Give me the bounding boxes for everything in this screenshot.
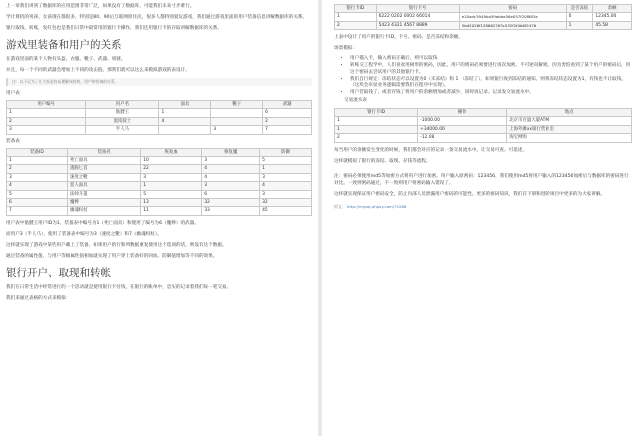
table-cell: 3: [7, 173, 68, 181]
password-note: 注：密码必须使用md5等加密方式将用户进行加密。用户输入原密码：123456，我们使用md5将用户输入的123456加密后与数据库的密码进行对比。一致则密码通过，不一致则用户将密码输入错误了。: [334, 173, 629, 186]
list-item: • 用户若取钱了，或者存钱了将用户的余额增加或者减少，同时再记录。记录发交易流水中。: [350, 90, 632, 97]
game-note: 注：以下仅为了让大家更容易理解该结构，用户和装备的关系。: [6, 78, 312, 86]
table-cell: 12345.00: [593, 13, 632, 21]
table-cell: 1: [335, 13, 377, 21]
left-page: [0, 0, 318, 436]
table-cell: 恶人面具: [68, 182, 141, 190]
table-row: [7, 190, 312, 198]
table-cell: 4: [159, 117, 211, 125]
table-cell: -1000.00: [418, 117, 507, 125]
table-cell: [159, 126, 211, 134]
table-cell: 4: [7, 182, 68, 190]
table-cell: 骷髅王: [86, 109, 159, 117]
table-cell: 淘宝网购: [507, 134, 632, 142]
equip-paragraph-4: 通过装备的属性值，与用户等级属性值相加就实现了用户穿上装备好的回血、防御值增加等不同的效果。: [6, 253, 218, 259]
game-paragraph-1: 在游戏里面的某个人物有头盔、衣服、靴子、武器、项链。: [6, 57, 126, 62]
table-cell: [211, 109, 263, 117]
column-header: 地点: [507, 109, 632, 117]
table-row: [7, 165, 312, 173]
table-cell: 0: [566, 13, 593, 21]
table-cell: 1: [7, 157, 68, 165]
column-header: 银行卡ID: [335, 109, 418, 117]
column-header: 武器: [263, 101, 312, 109]
column-header: 是否冻结: [566, 5, 593, 13]
table-cell: 3: [211, 126, 263, 134]
table-cell: 3: [141, 173, 202, 181]
table-cell: 2: [7, 117, 86, 125]
table-cell: 2: [263, 117, 312, 125]
table-cell: 北京市百盛大厦ATM: [507, 117, 632, 125]
column-header: 银行卡号: [376, 5, 459, 13]
table-cell: 22: [141, 165, 202, 173]
column-header: 银行卡ID: [335, 5, 377, 13]
table-cell: 5bd2026f128662763c532f2f4b6f2476: [459, 21, 566, 29]
column-header: 防御: [260, 148, 312, 156]
table-cell: 1: [566, 21, 593, 29]
intro-paragraph-2: 学计算机的男孩、女孩现在都很多，特别是80、90后互联网原住民，很多人都特别爱玩游戏，我们通过游戏里面的用户装备信息讲解数据库的关系。: [6, 15, 308, 20]
table-cell: 5: [260, 157, 312, 165]
table-cell: 6: [7, 199, 68, 207]
intro-paragraph-1: 上一章我们讲到了数据库的应用范围非常广泛，如果没有了数据库，可能我们未来寸步难行。: [6, 4, 195, 9]
table-header-row: [7, 148, 312, 156]
flow-table: [334, 108, 632, 143]
table-cell: 1: [335, 125, 418, 133]
table-cell: 3: [260, 190, 312, 198]
table-cell: 1: [7, 109, 86, 117]
equip-table: [6, 148, 312, 216]
table-cell: 3: [202, 157, 260, 165]
list-item: • 用户插入卡，输入密码正确后，则可以取钱: [350, 56, 632, 63]
intro-paragraph-3: 银行取钱、转账，发红包也是我们日常中最常用的银行卡操作，我们还用银行卡的存取讲解数据库的关系。: [6, 26, 222, 31]
scenario-heading: 场景模拟：: [334, 46, 357, 52]
table-cell: 7: [263, 126, 312, 134]
table-cell: 13: [141, 199, 202, 207]
column-header: 用户名: [86, 101, 159, 109]
table-cell: -12.08: [418, 134, 507, 142]
table-cell: 混沌骑士: [86, 117, 159, 125]
table-cell: 6: [263, 109, 312, 117]
table-header-row: [7, 101, 312, 109]
table-cell: 1: [159, 109, 211, 117]
source-link-row: [334, 204, 632, 210]
equip-paragraph-3: 这样就实现了游戏中某些用户戴上了装备。如果用户的行和列数据重复使用这个选项的话，则没有这个数据。: [6, 242, 227, 248]
table-row: [7, 173, 312, 181]
heading-game-equipment: 游戏里装备和用户的关系: [6, 39, 122, 51]
table-row: [335, 21, 632, 29]
table-cell: 魔棒: [68, 199, 141, 207]
table-cell: 6: [202, 190, 260, 198]
table-row: [7, 117, 312, 125]
table-row: [335, 13, 632, 21]
table-cell: 4: [202, 173, 260, 181]
table-cell: 2: [7, 165, 68, 173]
bank-paragraph-1: 我们在日常生活中经常进行的一个活动就是使用银行卡付钱，在银行的帐单中，忠实的记录着我们每一笔交易。: [6, 284, 232, 290]
table-row: [7, 126, 312, 134]
table-cell: 上海外滩xx银行营业室: [507, 125, 632, 133]
table-cell: 5: [7, 190, 68, 198]
table-cell: 1: [141, 182, 202, 190]
table-row: [335, 125, 632, 133]
table-cell: 法师斗篷: [68, 190, 141, 198]
table-cell: 3: [260, 173, 312, 181]
flow-paragraph-1: 每当用户的余额发生变化的时候，我们都会对应的记录一条交易流水中。让交易可查、可追述。: [334, 147, 527, 153]
table-cell: 1: [335, 117, 418, 125]
table-cell: 32: [202, 199, 260, 207]
table-cell: 4: [202, 165, 260, 173]
table-row: [7, 157, 312, 165]
user-table: [6, 100, 312, 135]
bank-paragraph-2: 我们来通过表格的方式来模拟：: [6, 295, 71, 301]
table-row: [7, 207, 312, 215]
table-row: [335, 117, 632, 125]
table-cell: 3: [7, 126, 86, 134]
scenario-list: [334, 56, 632, 97]
column-header: 密码: [459, 5, 566, 13]
table-cell: 33: [202, 207, 260, 215]
right-page: [322, 0, 640, 436]
table-cell: 逃脱匕首: [68, 165, 141, 173]
table-cell: 2: [335, 21, 377, 29]
card-paragraph-1: 上表中设计了用户的银行卡ID、卡号、密码、是否冻结和余额。: [334, 35, 463, 41]
column-header: 装备ID: [7, 148, 68, 156]
table-cell: 6222 0202 0002 66014: [376, 13, 459, 21]
table-cell: 45.58: [593, 21, 632, 29]
column-header: 靴子: [211, 101, 263, 109]
column-header: 余额: [593, 5, 632, 13]
table-cell: 10: [141, 157, 202, 165]
table-cell: 5423 4321 4567 8889: [376, 21, 459, 29]
table-row: [7, 199, 312, 207]
table-cell: 4: [260, 182, 312, 190]
password-paragraph: 这样就实现保证用户密码安全，防止内部人员泄漏用户密码的可能性。更多的密码知识，我们在下册和进阶项目中更多的为大家讲解。: [334, 191, 606, 197]
table-cell: 1: [260, 165, 312, 173]
source-link[interactable]: http://mysql.phpxy.com/75288: [346, 203, 407, 209]
table-row: [335, 134, 632, 142]
equip-paragraph-2: 而用户3（半人马），使用了装备表中编号为3（速度之靴）和7（幽魂权杖）。: [6, 231, 162, 237]
table-cell: [211, 117, 263, 125]
list-item: • 我们自行规定：冻结状态可以设置为0（未冻结）和 1 （冻结了），如果银行收到冻结的通知。则将冻结状态设置为1，有钱也不让取钱。（这块会牵扯业务逻辑需要我们在程序中实现）。: [350, 77, 632, 91]
column-header: 操作: [418, 109, 507, 117]
heading-bank: 银行开户、取现和转帐: [6, 266, 111, 279]
table-header-row: [335, 109, 632, 117]
equip-paragraph-1: 用户表中骷髅王用户ID为1，装备表中编号为1（死亡面具）和使用了编号为6（魔棒）的武器。: [6, 220, 199, 226]
column-header: 装备名: [68, 148, 141, 156]
column-header: 面具: [159, 101, 211, 109]
table-cell: 半人马: [86, 126, 159, 134]
bank-card-table: [334, 4, 632, 30]
source-label: 原文：: [334, 203, 346, 209]
table-cell: 11: [141, 207, 202, 215]
equip-table-caption: 装备表: [6, 138, 20, 144]
table-cell: +34000.00: [418, 125, 507, 133]
table-cell: 7: [7, 207, 68, 215]
user-table-caption: 用户表: [6, 91, 20, 96]
column-header: 恢复魔: [202, 148, 260, 156]
table-cell: 2: [335, 134, 418, 142]
flow-table-caption: 交易流水表: [344, 98, 367, 103]
flow-paragraph-2: 这样就模拟了银行的冻结、取现、存钱等流程。: [334, 158, 431, 164]
table-cell: 3: [202, 182, 260, 190]
table-cell: 速度之靴: [68, 173, 141, 181]
table-cell: 5: [141, 190, 202, 198]
table-cell: e10adc3949ba59abbe56e057f20f883e: [459, 13, 566, 21]
table-cell: 幽魂权杖: [68, 207, 141, 215]
table-row: [7, 182, 312, 190]
table-cell: 45: [260, 207, 312, 215]
table-row: [7, 109, 312, 117]
table-cell: 32: [260, 199, 312, 207]
column-header: 恢复血: [141, 148, 202, 156]
table-cell: 死亡面具: [68, 157, 141, 165]
table-header-row: [335, 5, 632, 13]
list-item: • 转账交工程学中，人们喜欢用树形的密码，因此，用户的密码必须要进行再次加密。不可逆向解密。因为害怕看到了某个用户的密码后，用这个密码去尝试用户的其他银行卡。: [350, 63, 632, 77]
column-header: 用户编号: [7, 101, 86, 109]
game-paragraph-2: 并且，每一个不同的武器会增加上不同的攻击值。那我们就可以这么来模拟游戏的表设计。: [6, 68, 190, 73]
